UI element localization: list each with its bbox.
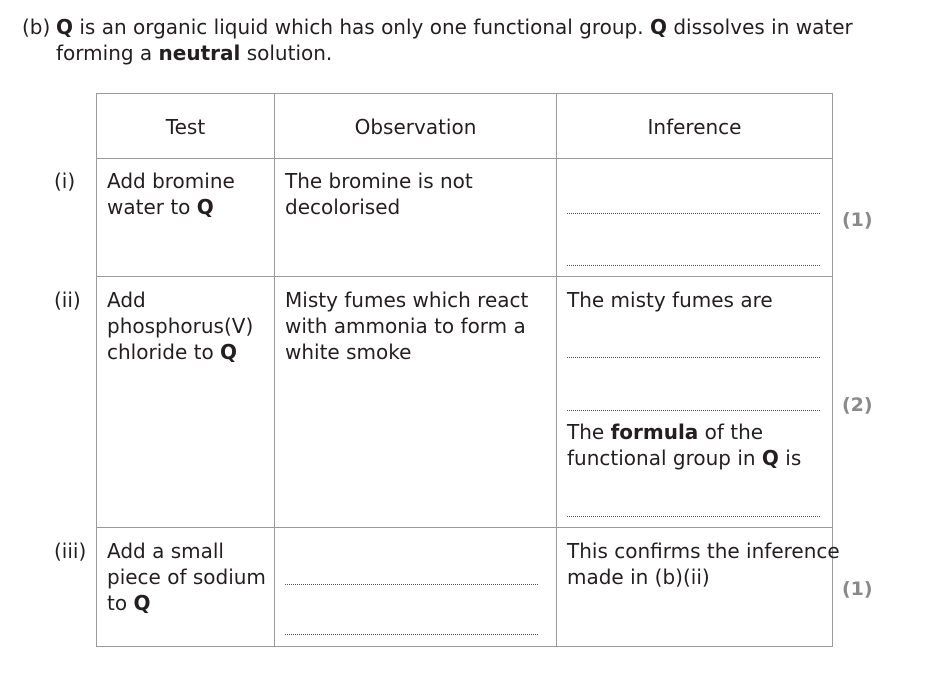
text-run: forming a — [56, 41, 159, 65]
text-run: phosphorus(V) — [107, 314, 254, 338]
row-ii-answer-line-1[interactable] — [567, 357, 820, 358]
header-inference: Inference — [647, 115, 742, 139]
row-label-i: (i) — [54, 169, 76, 193]
row-i-answer-line-1[interactable] — [567, 213, 820, 214]
text-run: chloride to — [107, 340, 221, 364]
table-divider-header — [96, 158, 833, 159]
bold-text: Q — [220, 340, 238, 364]
text-run: dissolves in water — [666, 15, 853, 39]
bold-text: Q — [56, 15, 74, 39]
cell-line — [107, 538, 266, 564]
bold-text: Q — [196, 195, 214, 219]
text-run: piece of sodium — [107, 565, 266, 589]
table-divider-row-1 — [96, 276, 833, 277]
table-border-bottom — [96, 646, 833, 647]
question-line-2 — [22, 40, 922, 66]
text-run: functional group in — [567, 446, 762, 470]
part-label: (b) — [22, 15, 51, 39]
text-run: solution. — [240, 41, 333, 65]
row-ii-inference-b — [567, 419, 801, 471]
question-line-1 — [22, 14, 922, 40]
cell-line — [567, 538, 840, 564]
question-line-1-text — [56, 15, 853, 39]
text-run: The bromine is not — [285, 169, 473, 193]
table-divider-row-2 — [96, 527, 833, 528]
row-label-ii: (ii) — [54, 288, 81, 312]
text-run: white smoke — [285, 340, 412, 364]
cell-line — [107, 287, 253, 313]
text-run: made in (b)(ii) — [567, 565, 710, 589]
row-iii-test — [107, 538, 266, 616]
text-run: Misty fumes which react — [285, 288, 529, 312]
row-ii-observation — [285, 287, 528, 365]
text-run: of the — [698, 420, 764, 444]
row-iii-inference — [567, 538, 840, 590]
text-run: water to — [107, 195, 197, 219]
cell-line — [285, 194, 473, 220]
bold-text: Q — [649, 15, 667, 39]
cell-line — [107, 194, 235, 220]
bold-text: Q — [133, 591, 151, 615]
cell-line — [285, 287, 528, 313]
bold-text: neutral — [158, 41, 241, 65]
question-intro — [22, 14, 922, 66]
table-border-left — [96, 93, 97, 647]
cell-line — [107, 564, 266, 590]
row-ii-test — [107, 287, 253, 365]
cell-line — [567, 564, 840, 590]
cell-line — [285, 339, 528, 365]
row-i-answer-line-2[interactable] — [567, 265, 820, 266]
cell-line — [107, 339, 253, 365]
cell-line — [285, 168, 473, 194]
cell-line — [107, 168, 235, 194]
cell-line — [107, 313, 253, 339]
text-run: Add bromine — [107, 169, 235, 193]
row-ii-inference-a — [567, 287, 773, 313]
row-iii-marks: (1) — [842, 578, 873, 600]
cell-line — [107, 590, 266, 616]
table-border-top — [96, 93, 833, 94]
text-run: decolorised — [285, 195, 401, 219]
text-run: Add — [107, 288, 146, 312]
text-run: Add a small — [107, 539, 224, 563]
text-run: The — [567, 420, 611, 444]
table-divider-test-observation — [274, 93, 275, 647]
cell-line — [285, 313, 528, 339]
row-ii-answer-line-2[interactable] — [567, 410, 820, 411]
row-iii-answer-line-2[interactable] — [285, 634, 538, 635]
row-i-marks: (1) — [842, 209, 873, 231]
header-test: Test — [165, 115, 206, 139]
text-run: is — [778, 446, 802, 470]
text-run: to — [107, 591, 134, 615]
row-i-test — [107, 168, 235, 220]
bold-text: Q — [761, 446, 779, 470]
text-run: The misty fumes are — [567, 288, 773, 312]
cell-line — [567, 287, 773, 313]
header-observation: Observation — [354, 115, 477, 139]
cell-line — [567, 419, 801, 445]
text-run: with ammonia to form a — [285, 314, 526, 338]
row-iii-answer-line-1[interactable] — [285, 584, 538, 585]
text-run: is an organic liquid which has only one functional group. — [73, 15, 650, 39]
row-ii-answer-line-3[interactable] — [567, 516, 820, 517]
text-run: This confirms the inference — [567, 539, 840, 563]
row-ii-marks: (2) — [842, 394, 873, 416]
table-divider-observation-inference — [556, 93, 557, 647]
bold-text: formula — [610, 420, 699, 444]
row-i-observation — [285, 168, 473, 220]
cell-line — [567, 445, 801, 471]
row-label-iii: (iii) — [54, 539, 87, 563]
